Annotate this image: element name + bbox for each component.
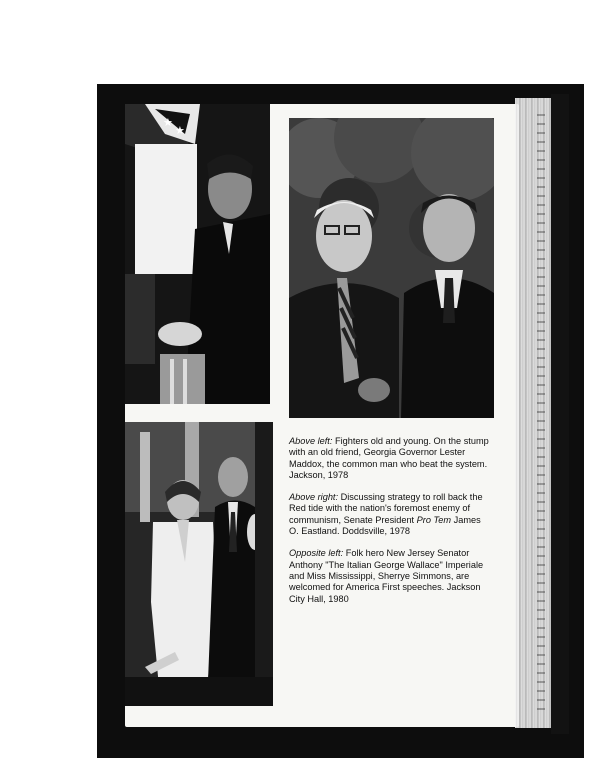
caption-text: Discussing strategy to roll back the Red tide with the nation's foremost enemy of communism, Senate President (289, 492, 483, 525)
caption-above-left (289, 436, 489, 481)
photo-above-right (289, 118, 494, 418)
photo-opposite-left-image (125, 422, 273, 706)
photo-above-left-image (125, 104, 270, 404)
book-binding-shadow (551, 94, 569, 734)
caption-text: Folk hero New Jersey Senator Anthony "The Italian George Wallace" Imperiale and Miss Mississippi, Sherrye Simmons, are welcomed for America First speeches. Jackson City Hall, 1980 (289, 548, 484, 604)
caption-opposite-left (289, 548, 489, 604)
caption-lead: Above right: (289, 492, 339, 503)
caption-text: Fighters old and young. On the stump with an old friend, Georgia Governor Lester Maddox, the common man who beat the system. Jackson, 1978 (289, 436, 489, 480)
page-edge-stack (515, 98, 551, 728)
svg-text:★: ★ (163, 116, 173, 129)
captions-block (289, 436, 489, 616)
caption-lead: Above left: (289, 436, 333, 446)
scanned-book-spread (97, 84, 584, 758)
svg-text:★: ★ (175, 124, 185, 137)
caption-lead: Opposite left: (289, 548, 344, 559)
caption-italic-text: Pro Tem (416, 514, 452, 525)
photo-above-right-image (289, 118, 494, 418)
caption-text: James O. Eastland. Doddsville, 1978 (289, 514, 481, 537)
caption-above-right (289, 492, 489, 537)
photo-opposite-left (125, 422, 273, 706)
photo-above-left (125, 104, 270, 404)
scan-noise (537, 114, 545, 714)
